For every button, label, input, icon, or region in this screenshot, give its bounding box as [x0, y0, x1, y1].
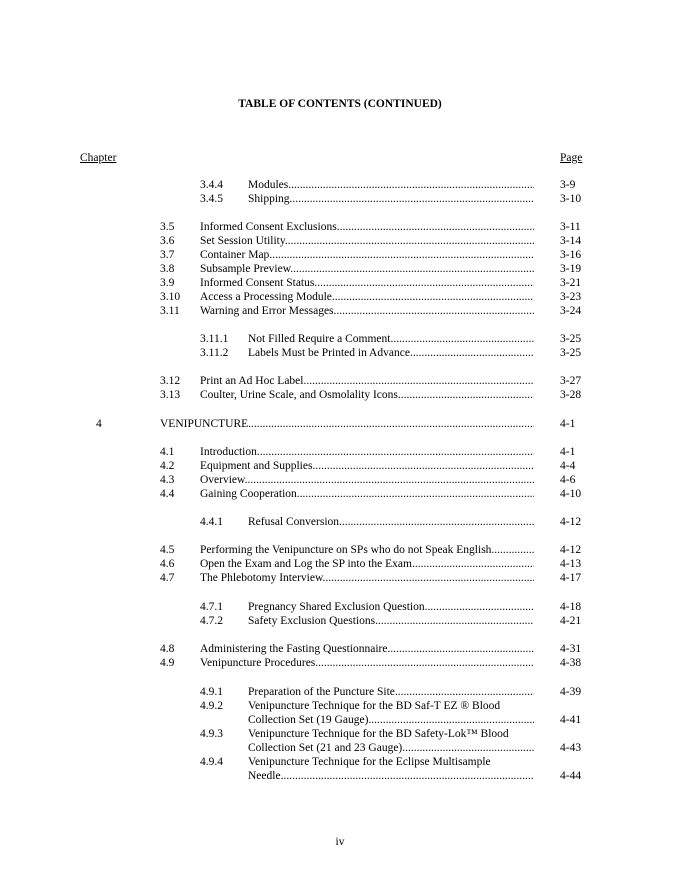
toc-entry-number: 3.11.1 — [200, 333, 229, 345]
toc-entry-title: Open the Exam and Log the SP into the Exam ..... — [200, 557, 534, 571]
toc-entry-number: 4.9.4 — [200, 756, 223, 768]
toc-entry-title: Subsample Preview ..... — [200, 262, 534, 276]
toc-entry-page: 4-31 — [560, 643, 582, 655]
toc-entry — [0, 220, 680, 234]
toc-entry-title: Gaining Cooperation ..... — [200, 487, 534, 501]
toc-entry-number: 4.3 — [160, 474, 175, 486]
toc-entry-title: Informed Consent Exclusions ..... — [200, 220, 534, 234]
toc-entry — [0, 727, 680, 741]
toc-entry-page: 4-17 — [560, 572, 582, 584]
toc-entry — [0, 685, 680, 699]
toc-entry-title: Coulter, Urine Scale, and Osmolality Icons ..... — [200, 388, 534, 402]
toc-entry — [0, 332, 680, 346]
toc-entry — [0, 600, 680, 614]
toc-entry-number: 3.11 — [160, 305, 180, 317]
toc-entry-title: Venipuncture Procedures ..... — [200, 656, 534, 670]
toc-entry-page: 4-6 — [560, 474, 576, 486]
toc-entry-title-line1: Venipuncture Technique for the BD Saf-T EZ ® Blood — [248, 700, 501, 712]
toc-chapter-entry — [0, 417, 680, 431]
toc-entry-title: Needle ..... — [248, 769, 534, 783]
toc-entry-number: 3.4.4 — [200, 179, 223, 191]
toc-entry-title: Overview ..... — [200, 473, 534, 487]
toc-entry — [0, 374, 680, 388]
toc-entry-title: Labels Must be Printed in Advance ..... — [248, 346, 534, 360]
toc-entry — [0, 178, 680, 192]
toc-entry-number: 3.13 — [160, 389, 181, 401]
toc-entry-title: Print an Ad Hoc Label ..... — [200, 374, 534, 388]
toc-entry-page: 3-21 — [560, 277, 582, 289]
toc-entry-number: 3.4.5 — [200, 193, 223, 205]
toc-chapter-title: VENIPUNCTURE ..... — [160, 417, 534, 431]
toc-entry-number: 3.5 — [160, 221, 175, 233]
toc-entry-title: Equipment and Supplies ..... — [200, 459, 534, 473]
toc-entry-page: 4-4 — [560, 460, 576, 472]
toc-entry-number: 4.7.1 — [200, 601, 223, 613]
toc-entry-continuation — [0, 741, 680, 755]
toc-entry-page: 3-27 — [560, 375, 582, 387]
toc-entry — [0, 346, 680, 360]
toc-entry-number: 4.7 — [160, 572, 175, 584]
toc-entry — [0, 642, 680, 656]
toc-entry — [0, 445, 680, 459]
toc-entry-title: Pregnancy Shared Exclusion Question ..... — [248, 600, 534, 614]
toc-entry-page: 3-24 — [560, 305, 582, 317]
toc-entry — [0, 614, 680, 628]
toc-entry-title: Informed Consent Status ..... — [200, 276, 534, 290]
toc-entry — [0, 388, 680, 402]
toc-entry-page: 4-12 — [560, 516, 582, 528]
toc-entry-title: Safety Exclusion Questions ..... — [248, 614, 534, 628]
toc-entry-title: Access a Processing Module ..... — [200, 290, 534, 304]
toc-entry-title: Container Map ..... — [200, 248, 534, 262]
toc-entry-page: 4-12 — [560, 544, 582, 556]
toc-entry-title-line1: Venipuncture Technique for the BD Safety-Lok™ Blood — [248, 728, 509, 740]
toc-entry-number: 3.6 — [160, 235, 175, 247]
toc-entry-page: 4-18 — [560, 601, 582, 613]
toc-entry-number: 4.4.1 — [200, 516, 223, 528]
toc-entry-title: Modules ..... — [248, 178, 534, 192]
toc-entry-page: 4-41 — [560, 714, 582, 726]
toc-entry — [0, 459, 680, 473]
toc-entry-title: The Phlebotomy Interview ..... — [200, 571, 534, 585]
page-title: TABLE OF CONTENTS (CONTINUED) — [238, 98, 442, 110]
toc-entry — [0, 656, 680, 670]
page-column-header: Page — [560, 152, 583, 164]
toc-entry-title: Collection Set (19 Gauge) ..... — [248, 713, 534, 727]
toc-entry-number: 4.6 — [160, 558, 175, 570]
toc-entry-title: Refusal Conversion ..... — [248, 515, 534, 529]
toc-entry-page: 3-25 — [560, 347, 582, 359]
toc-entry-page: 4-43 — [560, 742, 582, 754]
toc-entry — [0, 262, 680, 276]
toc-entry-page: 4-10 — [560, 488, 582, 500]
toc-entry-number: 3.11.2 — [200, 347, 229, 359]
toc-entry-page: 4-1 — [560, 446, 576, 458]
toc-entry — [0, 515, 680, 529]
toc-entry — [0, 699, 680, 713]
toc-entry-number: 4.9.2 — [200, 700, 223, 712]
toc-entry-title: Not Filled Require a Comment ..... — [248, 332, 534, 346]
toc-entry — [0, 276, 680, 290]
toc-entry-number: 4.4 — [160, 488, 175, 500]
toc-entry-number: 4.9.3 — [200, 728, 223, 740]
toc-entry-page: 3-19 — [560, 263, 582, 275]
toc-entry-page: 4-44 — [560, 770, 582, 782]
toc-entry-number: 3.7 — [160, 249, 175, 261]
toc-entry-number: 3.9 — [160, 277, 175, 289]
toc-entry-page: 4-21 — [560, 615, 582, 627]
toc-entry-title: Collection Set (21 and 23 Gauge) ..... — [248, 741, 534, 755]
toc-entry — [0, 192, 680, 206]
toc-entry-page: 3-16 — [560, 249, 582, 261]
toc-entry — [0, 248, 680, 262]
toc-entry — [0, 304, 680, 318]
chapter-column-header: Chapter — [80, 152, 117, 164]
toc-entry-page: 4-39 — [560, 686, 582, 698]
toc-entry-continuation — [0, 769, 680, 783]
toc-entry-title: Administering the Fasting Questionnaire ..... — [200, 642, 534, 656]
toc-entry-page: 3-25 — [560, 333, 582, 345]
toc-entry-number: 3.8 — [160, 263, 175, 275]
toc-entry — [0, 557, 680, 571]
toc-entry-continuation — [0, 713, 680, 727]
toc-entry — [0, 543, 680, 557]
toc-entry-page: 3-14 — [560, 235, 582, 247]
toc-entry-title: Introduction ..... — [200, 445, 534, 459]
toc-entry-page: 3-28 — [560, 389, 582, 401]
toc-entry-page: 3-10 — [560, 193, 582, 205]
toc-entry-page: 3-11 — [560, 221, 581, 233]
toc-entry-title: Shipping ..... — [248, 192, 534, 206]
toc-entry-title-line1: Venipuncture Technique for the Eclipse Multisample — [248, 756, 491, 768]
toc-entry — [0, 571, 680, 585]
toc-entry-title: Performing the Venipuncture on SPs who do not Speak English ..... — [200, 543, 534, 557]
toc-entry-page: 3-23 — [560, 291, 582, 303]
toc-entry — [0, 755, 680, 769]
toc-entry-title: Preparation of the Puncture Site ..... — [248, 685, 534, 699]
toc-entry-number: 4.7.2 — [200, 615, 223, 627]
toc-entry-number: 4.8 — [160, 643, 175, 655]
toc-entry-title: Warning and Error Messages ..... — [200, 304, 534, 318]
toc-entry-number: 4.5 — [160, 544, 175, 556]
toc-entry — [0, 473, 680, 487]
toc-list — [0, 178, 680, 783]
toc-entry-page: 4-1 — [560, 418, 576, 430]
toc-entry — [0, 487, 680, 501]
toc-entry — [0, 234, 680, 248]
toc-entry-number: 4.2 — [160, 460, 175, 472]
toc-chapter-number: 4 — [96, 418, 102, 430]
toc-entry-number: 4.9 — [160, 657, 175, 669]
toc-entry-number: 4.9.1 — [200, 686, 223, 698]
page-number: iv — [335, 836, 345, 848]
toc-entry-page: 4-13 — [560, 558, 582, 570]
toc-entry-page: 4-38 — [560, 657, 582, 669]
toc-entry-title: Set Session Utility ..... — [200, 234, 534, 248]
toc-entry-page: 3-9 — [560, 179, 576, 191]
toc-entry-number: 3.12 — [160, 375, 181, 387]
toc-entry — [0, 290, 680, 304]
toc-entry-number: 4.1 — [160, 446, 175, 458]
toc-entry-number: 3.10 — [160, 291, 181, 303]
